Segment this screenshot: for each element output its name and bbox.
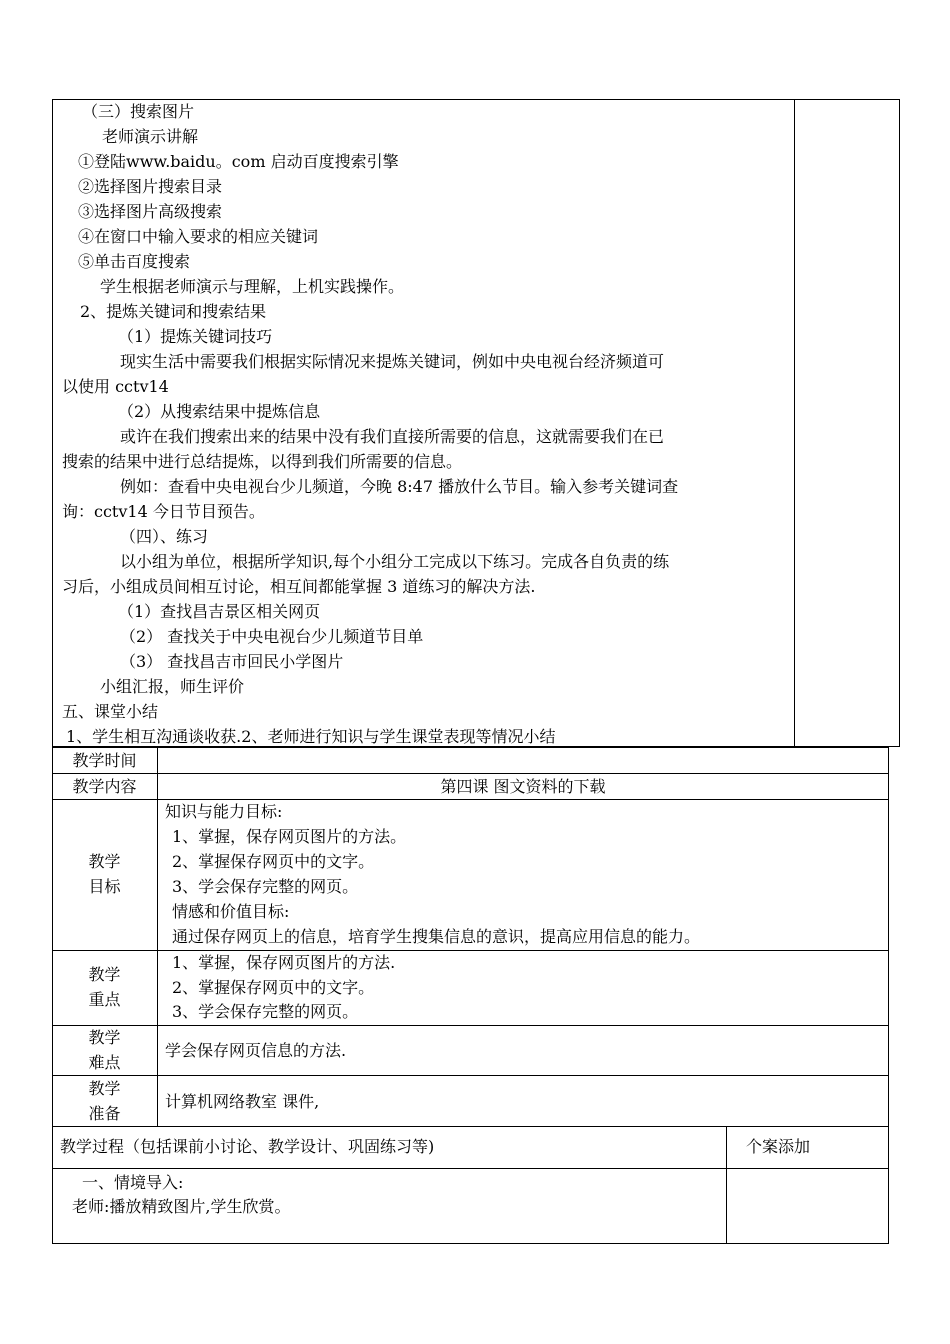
goals-line: 情感和价值目标: bbox=[172, 902, 290, 921]
text-line: 或许在我们搜索出来的结果中没有我们直接所需要的信息，这就需要我们在已 bbox=[120, 427, 665, 446]
text-line: （三）搜索图片 bbox=[82, 102, 195, 121]
goals-label: 目标 bbox=[88, 877, 121, 896]
process-line: 一、情境导入: bbox=[82, 1173, 184, 1192]
goals-line: 2、掌握保存网页中的文字。 bbox=[172, 852, 375, 871]
row-divider bbox=[52, 1075, 889, 1076]
text-line: ①登陆www.baidu。com 启动百度搜索引擎 bbox=[78, 152, 399, 171]
difficulties-label: 教学 bbox=[88, 1028, 121, 1047]
text-line: ②选择图片搜索目录 bbox=[78, 177, 223, 196]
text-line: ④在窗口中输入要求的相应关键词 bbox=[78, 227, 319, 246]
text-line: 2、提炼关键词和搜索结果 bbox=[80, 302, 267, 321]
key-points-line: 2、掌握保存网页中的文字。 bbox=[172, 978, 375, 997]
key-points-label: 教学 bbox=[88, 965, 121, 984]
text-line: （1）查找昌吉景区相关网页 bbox=[118, 602, 321, 621]
teaching-time-label: 教学时间 bbox=[72, 751, 137, 770]
text-line: 现实生活中需要我们根据实际情况来提炼关键词，例如中央电视台经济频道可 bbox=[120, 352, 665, 371]
label-column-divider bbox=[157, 747, 158, 1126]
text-line: 老师演示讲解 bbox=[102, 127, 199, 146]
preparation-label: 准备 bbox=[88, 1104, 121, 1123]
top-cell-right-column-divider bbox=[794, 99, 795, 747]
text-line: 以使用 cctv14 bbox=[62, 377, 169, 396]
process-column-divider bbox=[726, 1126, 727, 1244]
row-divider bbox=[52, 1025, 889, 1026]
goals-line: 知识与能力目标: bbox=[165, 802, 283, 821]
text-line: 学生根据老师演示与理解，上机实践操作。 bbox=[100, 277, 405, 296]
personal-addition-header: 个案添加 bbox=[746, 1137, 811, 1156]
text-line: 习后，小组成员间相互讨论，相互间都能掌握 3 道练习的解决方法. bbox=[62, 577, 536, 596]
text-line: 例如：查看中央电视台少儿频道，今晚 8:47 播放什么节目。输入参考关键词查 bbox=[120, 477, 679, 496]
preparation-label: 教学 bbox=[88, 1079, 121, 1098]
text-line: 小组汇报，师生评价 bbox=[100, 677, 245, 696]
text-line: 1、学生相互沟通谈收获.2、老师进行知识与学生课堂表现等情况小结 bbox=[66, 727, 556, 746]
text-line: （2）从搜索结果中提炼信息 bbox=[118, 402, 321, 421]
text-line: （1）提炼关键词技巧 bbox=[118, 327, 273, 346]
goals-line: 1、掌握，保存网页图片的方法。 bbox=[172, 827, 407, 846]
text-line: （四）、练习 bbox=[120, 527, 209, 546]
teaching-content-label: 教学内容 bbox=[72, 777, 137, 796]
text-line: ⑤单击百度搜索 bbox=[78, 252, 191, 271]
text-line: 五、课堂小结 bbox=[62, 702, 159, 721]
key-points-line: 1、掌握，保存网页图片的方法. bbox=[172, 953, 396, 972]
row-divider bbox=[52, 773, 889, 774]
text-line: （2） 查找关于中央电视台少儿频道节目单 bbox=[120, 627, 424, 646]
goals-label: 教学 bbox=[88, 852, 121, 871]
text-line: 以小组为单位，根据所学知识,每个小组分工完成以下练习。完成各自负责的练 bbox=[120, 552, 670, 571]
key-points-line: 3、学会保存完整的网页。 bbox=[172, 1002, 359, 1021]
key-points-label: 重点 bbox=[88, 990, 121, 1009]
difficulties-label: 难点 bbox=[88, 1053, 121, 1072]
text-line: 搜索的结果中进行总结提炼，以得到我们所需要的信息。 bbox=[62, 452, 463, 471]
goals-line: 通过保存网页上的信息，培育学生搜集信息的意识，提高应用信息的能力。 bbox=[172, 927, 701, 946]
row-divider bbox=[52, 1126, 889, 1127]
preparation-value: 计算机网络教室 课件, bbox=[165, 1092, 320, 1111]
teaching-content-value: 第四课 图文资料的下载 bbox=[440, 777, 606, 796]
difficulties-value: 学会保存网页信息的方法. bbox=[165, 1041, 347, 1060]
process-line: 老师:播放精致图片,学生欣赏。 bbox=[72, 1197, 291, 1216]
row-divider bbox=[52, 1168, 889, 1169]
process-header: 教学过程（包括课前小讨论、教学设计、巩固练习等) bbox=[60, 1137, 435, 1156]
text-line: 询：cctv14 今日节目预告。 bbox=[62, 502, 265, 521]
goals-line: 3、学会保存完整的网页。 bbox=[172, 877, 359, 896]
text-line: ③选择图片高级搜索 bbox=[78, 202, 223, 221]
text-line: （3） 查找昌吉市回民小学图片 bbox=[120, 652, 344, 671]
